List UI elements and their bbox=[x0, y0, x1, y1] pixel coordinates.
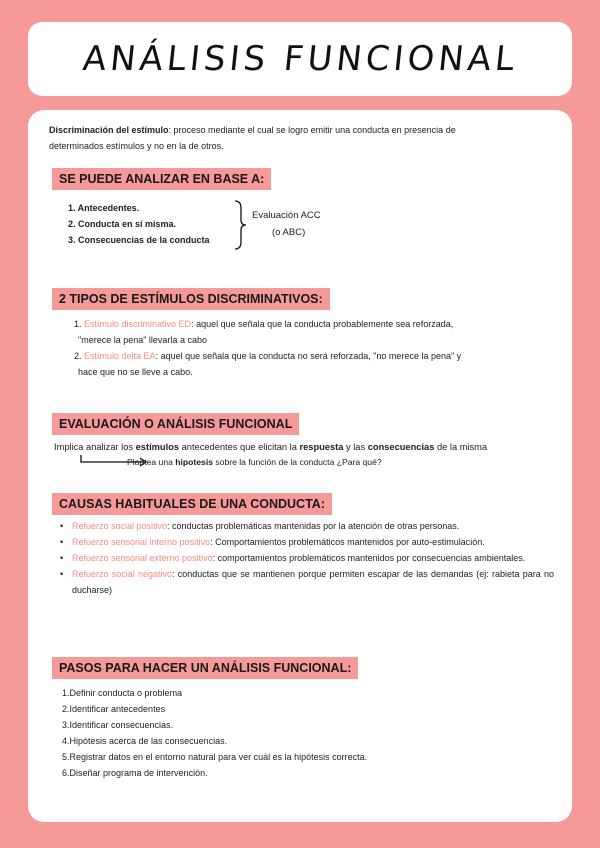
list-item: 1.Definir conducta o problema bbox=[62, 688, 183, 698]
cause-term: Refuerzo sensorial interno positivo bbox=[72, 537, 211, 547]
cause-text: : comportamientos problemáticos mantenidos por consecuencias ambientales. bbox=[212, 553, 526, 563]
section-heading-analizar: SE PUEDE ANALIZAR EN BASE A: bbox=[52, 168, 271, 190]
evaluation-text: de la misma bbox=[434, 442, 488, 452]
stimulus-text-ed-2: "merece la pena" llevarla a cabo bbox=[78, 335, 207, 345]
item-number: 2. bbox=[74, 351, 82, 361]
curly-brace-icon bbox=[233, 200, 249, 250]
list-item bbox=[58, 534, 554, 550]
list-item: 4.Hipótesis acerca de las consecuencias. bbox=[62, 736, 228, 746]
evaluation-bold-estimulos: estímulos bbox=[135, 442, 180, 452]
title-card bbox=[28, 22, 572, 96]
list-item: 2. Conducta en sí misma. bbox=[68, 219, 177, 229]
evaluation-bold-consecuencias: consecuencias bbox=[367, 442, 435, 452]
evaluation-text: antecedentes que elicitan la bbox=[179, 442, 300, 452]
evaluation-text: y las bbox=[343, 442, 368, 452]
eval-acc-label: Evaluación ACC bbox=[252, 210, 321, 221]
eval-abc-label: (o ABC) bbox=[272, 227, 306, 238]
cause-term: Refuerzo social negativo bbox=[72, 569, 173, 579]
list-item: 1. Antecedentes. bbox=[68, 203, 140, 213]
hypothesis-bold: hipotesis bbox=[175, 457, 213, 467]
cause-term: Refuerzo social positivo bbox=[72, 521, 168, 531]
page-title: ANÁLISIS FUNCIONAL bbox=[80, 39, 520, 79]
list-item bbox=[58, 550, 554, 566]
stimulus-text-ea-2: hace que no se lleve a cabo. bbox=[78, 367, 193, 377]
cause-term: Refuerzo sensorial externo positivo bbox=[72, 553, 213, 563]
cause-text: : conductas que se mantienen porque permiten escapar de las demandas (ej: rabieta para no ducharse) bbox=[72, 569, 555, 595]
hypothesis-text: Plantea una bbox=[127, 457, 176, 467]
causes-list bbox=[58, 518, 554, 598]
section-heading-evaluacion: EVALUACIÓN O ANÁLISIS FUNCIONAL bbox=[52, 413, 299, 435]
intro-text-2: determinados estímulos y no en la de otros. bbox=[49, 141, 224, 151]
stimulus-item-ea bbox=[74, 348, 554, 380]
hypothesis-line bbox=[127, 454, 382, 470]
hypothesis-text: sobre la función de la conducta ¿Para qué? bbox=[213, 457, 382, 467]
stimulus-term-ed: Estímulo discriminativo ED bbox=[84, 319, 192, 329]
content-card bbox=[28, 110, 572, 822]
stimulus-text-ea-1: : aquel que señala que la conducta no será reforzada, "no merece la pena" y bbox=[155, 351, 462, 361]
list-item: 3. Consecuencias de la conducta bbox=[68, 235, 210, 245]
cause-text: : Comportamientos problemáticos mantenidos por auto-estimulación. bbox=[210, 537, 485, 547]
section-heading-estimulos: 2 TIPOS DE ESTÍMULOS DISCRIMINATIVOS: bbox=[52, 288, 330, 310]
stimulus-term-ea: Estímulo delta EA bbox=[84, 351, 156, 361]
section-heading-causas: CAUSAS HABITUALES DE UNA CONDUCTA: bbox=[52, 493, 332, 515]
section-heading-pasos: PASOS PARA HACER UN ANÁLISIS FUNCIONAL: bbox=[52, 657, 358, 679]
evaluation-bold-respuesta: respuesta bbox=[299, 442, 344, 452]
stimulus-text-ed-1: : aquel que señala que la conducta probablemente sea reforzada, bbox=[191, 319, 454, 329]
list-item: 2.Identificar antecedentes bbox=[62, 704, 166, 714]
cause-text: : conductas problemáticas mantenidas por la atención de otras personas. bbox=[167, 521, 460, 531]
list-item: 3.Identificar consecuencias. bbox=[62, 720, 174, 730]
evaluation-paragraph bbox=[54, 439, 487, 455]
evaluation-text: Implica analizar los bbox=[54, 442, 136, 452]
list-item: 6.Diseñar programa de intervención. bbox=[62, 768, 208, 778]
item-number: 1. bbox=[74, 319, 82, 329]
antecedents-list bbox=[68, 200, 210, 248]
steps-list bbox=[62, 685, 367, 781]
stimulus-item-ed bbox=[74, 316, 554, 348]
intro-paragraph bbox=[49, 122, 554, 154]
intro-term: Discriminación del estímulo bbox=[49, 125, 169, 135]
list-item bbox=[58, 566, 554, 598]
list-item bbox=[58, 518, 554, 534]
list-item: 5.Registrar datos en el entorno natural para ver cuál es la hipótesis correcta. bbox=[62, 752, 368, 762]
intro-text-1: : proceso mediante el cual se logro emitir una conducta en presencia de bbox=[168, 125, 456, 135]
